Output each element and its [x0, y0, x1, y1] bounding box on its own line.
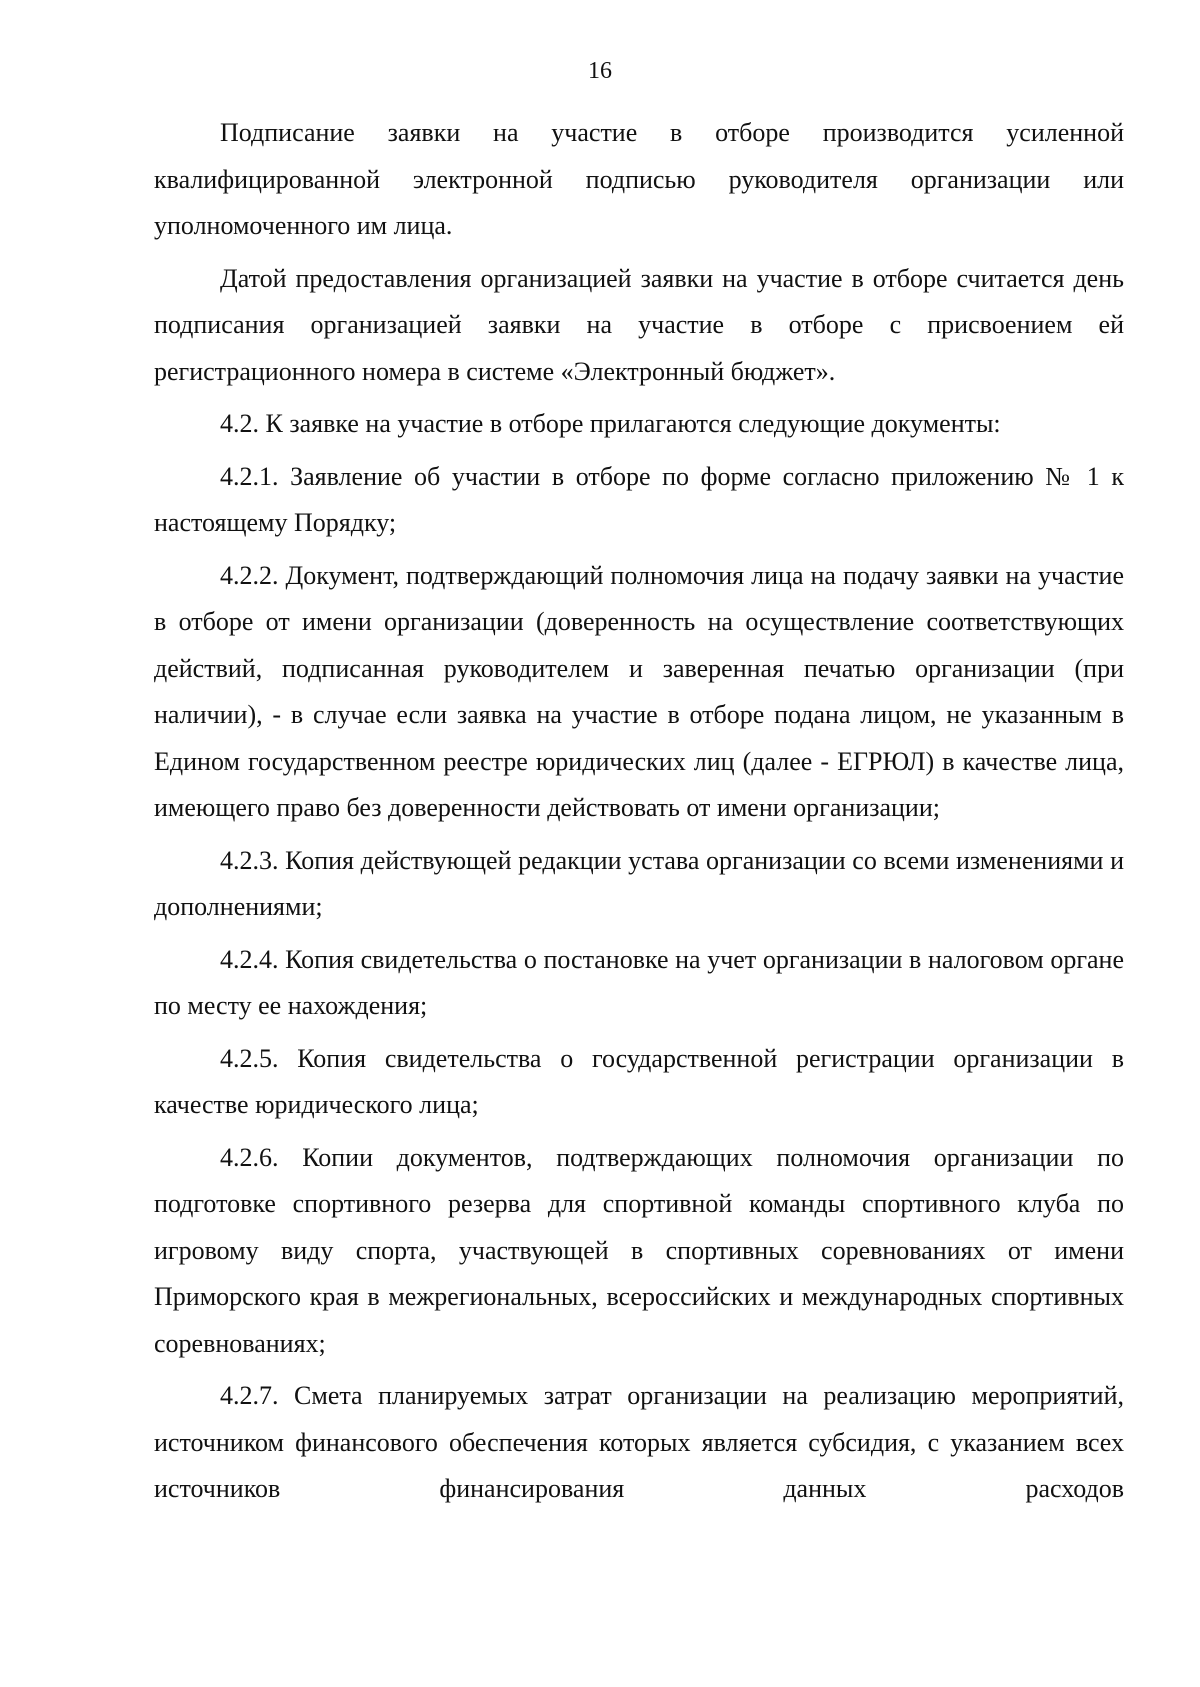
document-body: [154, 110, 1124, 1519]
paragraph-4-2-4: 4.2.4. Копия свидетельства о постановке на учет организации в налоговом органе по месту ее нахождения;: [154, 944, 1124, 1020]
paragraph-4-2-2: 4.2.2. Документ, подтверждающий полномочия лица на подачу заявки на участие в отборе от имени организации (доверенность на осуществление соответствующих действий, подписанная руководителем и заверенная печатью организации (при наличии), - в случае если заявка на участие в отборе подана лицом, не указанным в Едином государственном реестре юридических лиц (далее - ЕГРЮЛ) в качестве лица, имеющего право без доверенности действовать от имени организации;: [154, 560, 1124, 822]
paragraph-signing: Подписание заявки на участие в отборе производится усиленной квалифицированной электронной подписью руководителя организации или уполномоченного им лица.: [154, 118, 1124, 240]
paragraph-4-2: 4.2. К заявке на участие в отборе прилагаются следующие документы:: [220, 409, 1001, 438]
paragraph-4-2-3: 4.2.3. Копия действующей редакции устава организации со всеми изменениями и дополнениями;: [154, 845, 1124, 921]
paragraph-submission-date: Датой предоставления организацией заявки на участие в отборе считается день подписания организацией заявки на участие в отборе с присвоением ей регистрационного номера в системе «Электронный бюджет».: [154, 263, 1124, 386]
paragraph-4-2-5: 4.2.5. Копия свидетельства о государственной регистрации организации в качестве юридического лица;: [154, 1043, 1124, 1119]
paragraph-4-2-6: 4.2.6. Копии документов, подтверждающих полномочия организации по подготовке спортивного резерва для спортивной команды спортивного клуба по игровому виду спорта, участвующей в спортивных соревнованиях от имени Приморского края в межрегиональных, всероссийских и международных спортивных соревнованиях;: [154, 1142, 1124, 1358]
paragraph-4-2-1: 4.2.1. Заявление об участии в отборе по форме согласно приложению № 1 к настоящему Порядку;: [154, 461, 1124, 537]
paragraph-4-2-7: 4.2.7. Смета планируемых затрат организации на реализацию мероприятий, источником финансового обеспечения которых является субсидия, с указанием всех источников финансирования данных расходов: [154, 1381, 1124, 1503]
page-number: 16: [588, 58, 612, 84]
